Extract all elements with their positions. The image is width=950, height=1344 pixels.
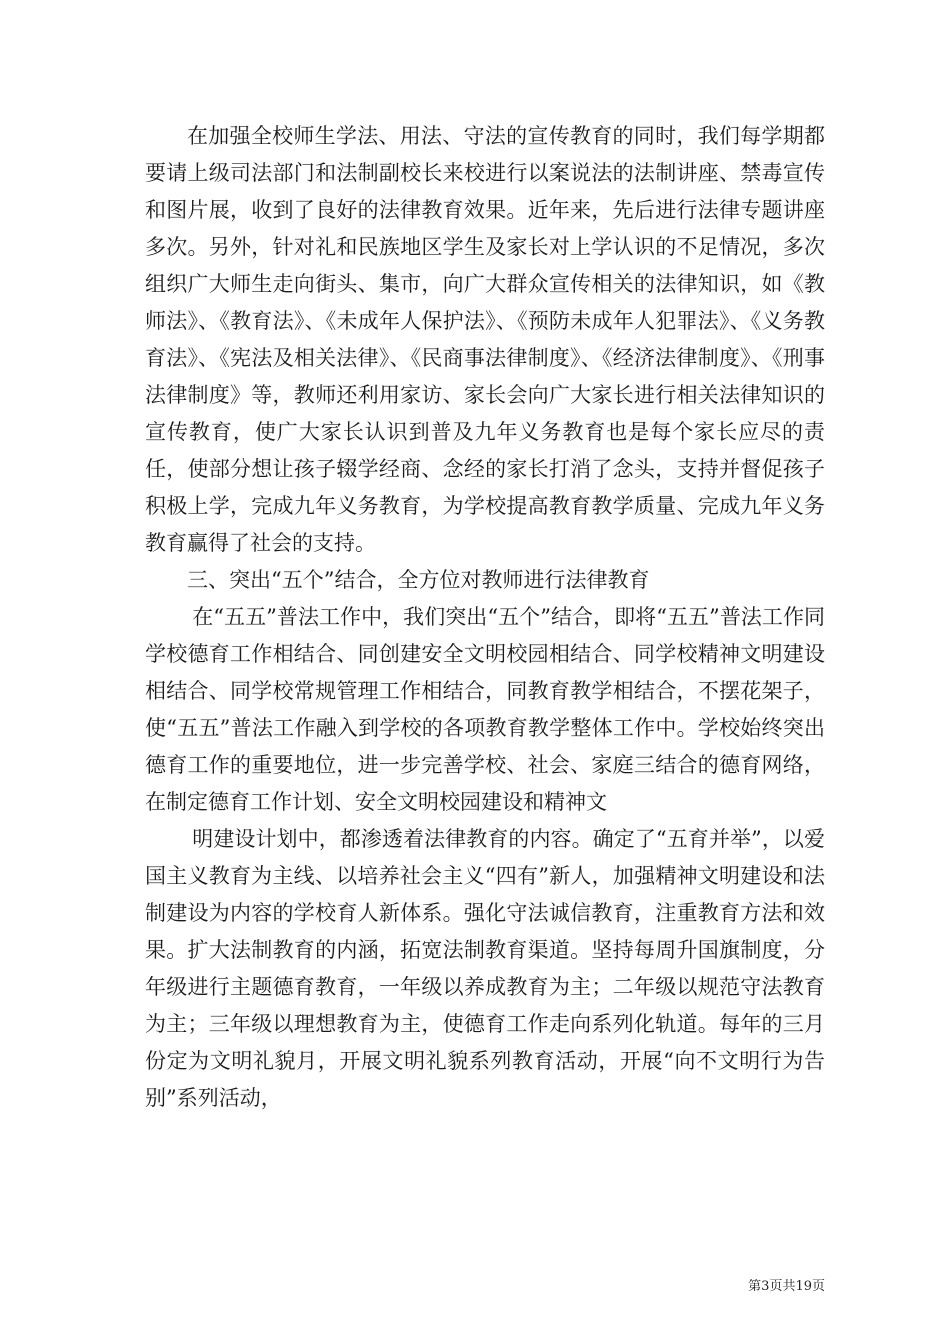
- page-number: 第3页共19页: [748, 1279, 825, 1294]
- paragraph-five-combinations: 在“五五”普法工作中，我们突出“五个”结合，即将“五五”普法工作同学校德育工作相结合、同创建安全文明校园相结合、同学校精神文明建设相结合、同学校常规管理工作相结合，同教育教学相结合，不摆花架子，使“五五”普法工作融入到学校的各项教育教学整体工作中。学校始终突出德育工作的重要地位，进一步完善学校、社会、家庭三结合的德育网络，在制定德育工作计划、安全文明校园建设和精神文: [145, 605, 825, 814]
- paragraph-legal-publicity: 在加强全校师生学法、用法、守法的宣传教育的同时，我们每学期都要请上级司法部门和法制副校长来校进行以案说法的法制讲座、禁毒宣传和图片展，收到了良好的法律教育效果。近年来，先后进行法律专题讲座多次。另外，针对礼和民族地区学生及家长对上学认识的不足情况，多次组织广大师生走向街头、集市，向广大群众宣传相关的法律知识，如《教师法》、《教育法》、《未成年人保护法》、《预防未成年人犯罪法》、《义务教育法》、《宪法及相关法律》、《民商事法律制度》、《经济法律制度》、《刑事法律制度》等，教师还利用家访、家长会向广大家长进行相关法律知识的宣传教育，使广大家长认识到普及九年义务教育也是每个家长应尽的责任，使部分想让孩子辍学经商、念经的家长打消了念头，支持并督促孩子积极上学，完成九年义务教育，为学校提高教育教学质量、完成九年义务教育赢得了社会的支持。: [145, 124, 825, 555]
- paragraph-moral-education: 明建设计划中，都渗透着法律教育的内容。确定了“五育并举”，以爱国主义教育为主线、以培养社会主义“四有”新人，加强精神文明建设和法制建设为内容的学校育人新体系。强化守法诚信教育，注重教育方法和效果。扩大法制教育的内涵，拓宽法制教育渠道。坚持每周升国旗制度，分年级进行主题德育教育，一年级以养成教育为主；二年级以规范守法教育为主；三年级以理想教育为主，使德育工作走向系列化轨道。每年的三月份定为文明礼貌月，开展文明礼貌系列教育活动，开展“向不文明行为告别”系列活动，: [145, 827, 825, 1110]
- body-text: [145, 118, 825, 1117]
- section-heading-three: 三、突出“五个”结合，全方位对教师进行法律教育: [187, 568, 650, 592]
